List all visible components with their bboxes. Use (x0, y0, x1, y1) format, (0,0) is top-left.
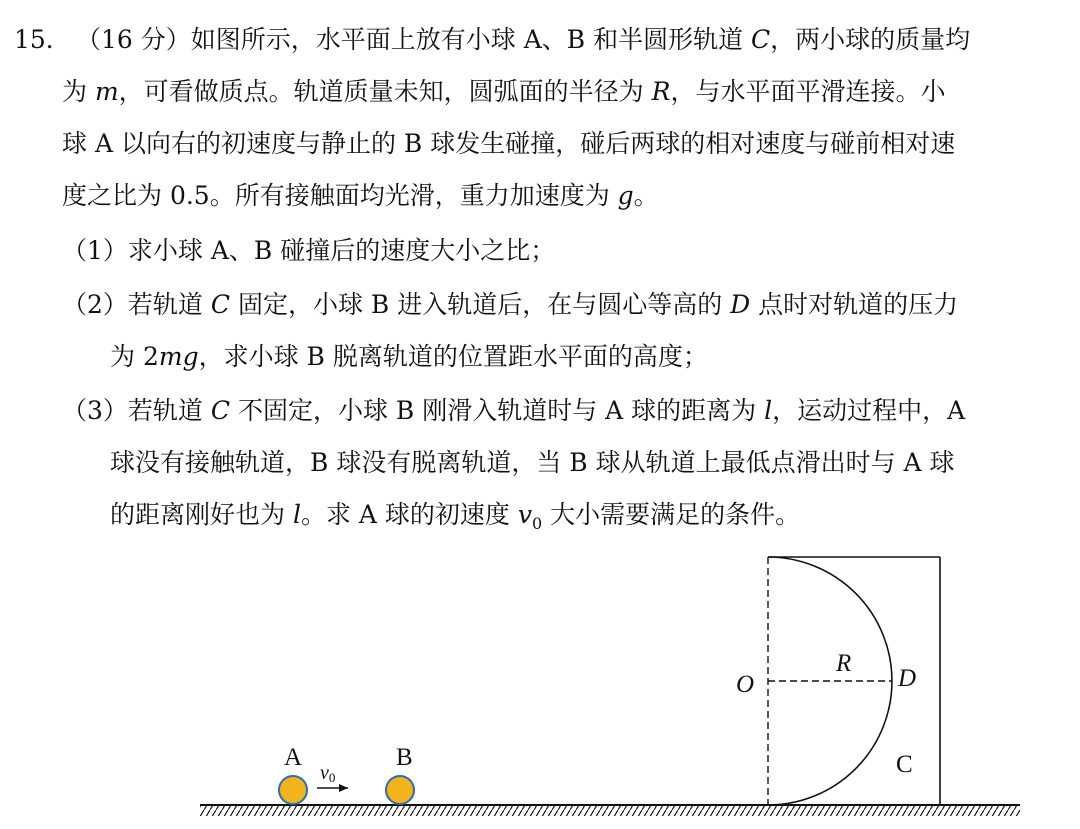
problem-line-2: 为 m，可看做质点。轨道质量未知，圆弧面的半径为 R，与水平面平滑连接。小 (62, 77, 946, 106)
question-1: （1）求小球 A、B 碰撞后的速度大小之比； (62, 236, 556, 265)
label-a: A (284, 744, 303, 771)
question-2-line-2: 为 2mg，求小球 B 脱离轨道的位置距水平面的高度； (110, 342, 708, 371)
problem-line-4: 度之比为 0.5。所有接触面均光滑，重力加速度为 g。 (62, 181, 659, 210)
question-3-line-3: 的距离刚好也为 l。求 A 球的初速度 $v_0$ 大小需要满足的条件。 (110, 500, 801, 533)
label-d: D (898, 665, 917, 692)
label-c: C (896, 751, 913, 778)
problem-number: 15． (14, 25, 71, 54)
velocity-arrow (317, 784, 348, 792)
label-b: B (396, 744, 413, 771)
ball-a (279, 776, 307, 804)
label-v0: v0 (320, 762, 336, 785)
physics-figure (0, 540, 1080, 829)
question-3-line-2: 球没有接触轨道，B 球没有脱离轨道，当 B 球从轨道上最低点滑出时与 A 球 (110, 448, 955, 477)
problem-line-3: 球 A 以向右的初速度与静止的 B 球发生碰撞，碰后两球的相对速度与碰前相对速 (62, 129, 956, 158)
ground (200, 805, 1020, 816)
question-2-line-1: （2）若轨道 C 固定，小球 B 进入轨道后，在与圆心等高的 D 点时对轨道的压力 (62, 290, 959, 319)
ball-b (386, 776, 414, 804)
label-o: O (736, 671, 755, 698)
problem-line-1: （16 分）如图所示，水平面上放有小球 A、B 和半圆形轨道 C，两小球的质量均 (76, 25, 971, 54)
label-r: R (836, 650, 852, 677)
question-3-line-1: （3）若轨道 C 不固定，小球 B 刚滑入轨道时与 A 球的距离为 l，运动过程中，A (62, 396, 966, 425)
